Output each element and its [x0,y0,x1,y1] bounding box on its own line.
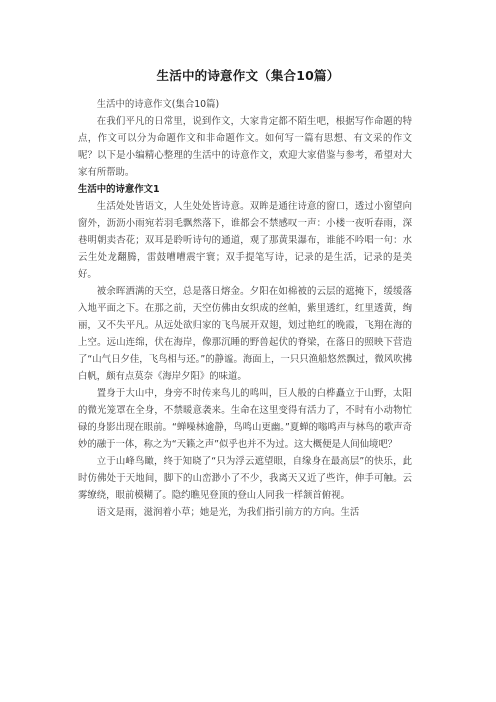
document-body [78,96,412,521]
section-heading: 生活中的诗意作文1 [78,184,160,195]
intro-paragraph: 在我们平凡的日常里，说到作文，大家肯定都不陌生吧，根据写作命题的特点，作文可以分为命题作文和非命题作文。如何写一篇有思想、有文采的作文呢？以下是小编精心整理的生活中的诗意作文，欢迎大家借鉴与参考，希望对大家有所帮助。 [78,116,412,178]
body-paragraph: 被余晖洒满的天空，总是落日熔金。夕阳在如棉被的云层的遮掩下，缓缓落入地平面之下。在那之前，天空仿佛由女织成的丝帕，紫里透红，红里透黄，绚丽，又不失平凡。从远处欲归家的飞鸟展开双翅，划过艳红的晚霞，飞翔在海的上空。远山连绵，伏在海岸，像那沉睡的野兽起伏的脊梁，在落日的照映下营造了“山气日夕佳，飞鸟相与还。”的静谧。海面上，一只只渔船悠然飘过，微风吹拂白帆，颇有点莫奈《海岸夕阳》的味道。 [78,286,412,382]
body-paragraph: 置身于大山中，身旁不时传来鸟儿的鸣叫，巨人般的白桦矗立于山野，太阳的微光笼罩在全身，不禁暖意袭来。生命在这里变得有活力了，不时有小动物忙碌的身影出现在眼前。“蝉噪林逾静，鸟鸣山更幽。”夏蝉的嗡鸣声与林鸟的歌声奇妙的融于一体，称之为“天籁之声”似乎也并不为过。这大概便是人间仙境吧？ [78,388,412,450]
body-paragraph: 立于山峰鸟瞰，终于知晓了“只为浮云遮望眼，自缘身在最高层”的快乐，此时仿佛处于天地间，脚下的山峦渺小了不少，我离天又近了些许，伸手可触。云雾缭绕，眼前模糊了。隐约瞧见登顶的登山人同我一样颔首俯视。 [78,456,412,501]
document-title: 生活中的诗意作文（集合10篇） [156,68,340,83]
body-paragraph: 语文是雨，滋润着小草；她是光，为我们指引前方的方向。生活 [96,507,360,518]
body-paragraph: 生活处处皆语文，人生处处皆诗意。双眸是通往诗意的窗口，透过小窗望向窗外，沥沥小雨宛若羽毛飘然落下，谁都会不禁感叹一声：小楼一夜听春雨，深巷明朝卖杏花；双耳是聆听诗句的通道，观了那黄果瀑布，谁能不吟唱一句：水云生处龙翻腾，雷鼓嘈嘈震宇寰；双手提笔写诗，记录的是生活，记录的是美好。 [78,201,412,280]
document-subtitle: 生活中的诗意作文(集合10篇) [96,99,220,110]
